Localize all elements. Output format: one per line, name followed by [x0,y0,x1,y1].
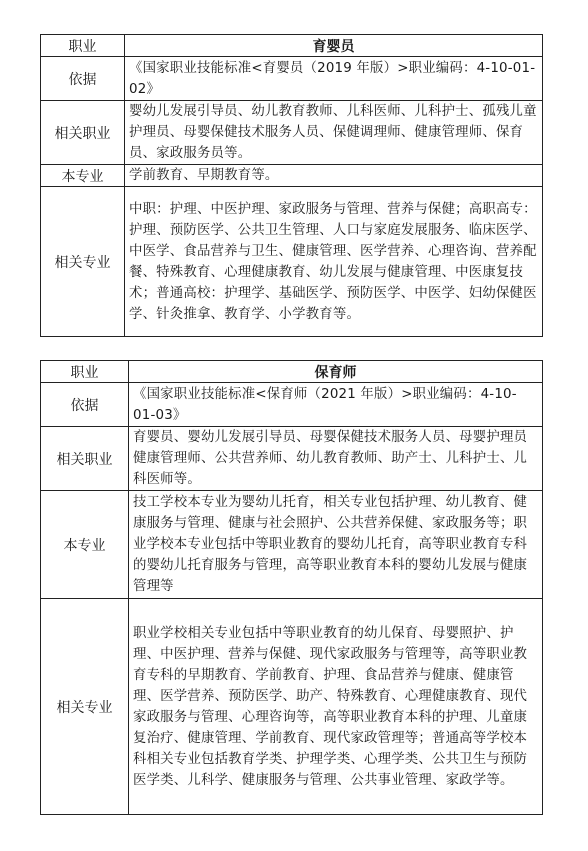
row-label: 依据 [41,383,129,427]
occupation-name: 育婴员 [125,35,543,57]
table-row [41,187,543,337]
table-row [41,57,543,101]
table-row [41,599,543,815]
occupation-label: 职业 [41,35,125,57]
row-text: 婴幼儿发展引导员、幼儿教育教师、儿科医师、儿科护士、孤残儿童护理员、母婴保健技术服务人员、保健调理师、健康管理师、保育员、家政服务员等。 [125,101,543,165]
row-text: 《国家职业技能标准<育婴员（2019 年版）>职业编码：4-10-01-02》 [125,57,543,101]
row-label: 相关专业 [41,599,129,815]
row-label: 依据 [41,57,125,101]
table-row [41,383,543,427]
row-text: 学前教育、早期教育等。 [125,165,543,187]
row-label: 本专业 [41,491,129,599]
table-row [41,491,543,599]
row-text: 技工学校本专业为婴幼儿托育，相关专业包括护理、幼儿教育、健康服务与管理、健康与社会照护、公共营养保健、家政服务等；职业学校本专业包括中等职业教育的婴幼儿托育，高等职业教育专科的婴幼儿托育服务与管理，高等职业教育本科的婴幼儿发展与健康管理等 [129,491,543,599]
row-label: 本专业 [41,165,125,187]
row-label: 相关职业 [41,101,125,165]
occupation-table-2 [40,360,543,815]
table-row [41,35,543,57]
table-row [41,361,543,383]
row-text: 职业学校相关专业包括中等职业教育的幼儿保育、母婴照护、护理、中医护理、营养与保健、现代家政服务与管理等，高等职业教育专科的早期教育、学前教育、护理、食品营养与健康、健康管理、医学营养、预防医学、助产、特殊教育、心理健康教育、现代家政服务与管理、心理咨询等，高等职业教育本科的护理、儿童康复治疗、健康管理、学前教育、现代家政管理等；普通高等学校本科相关专业包括教育学类、护理学类、心理学类、公共卫生与预防医学类、儿科学、健康服务与管理、公共事业管理、家政学等。 [129,599,543,815]
occupation-name: 保育师 [129,361,543,383]
occupation-table-1 [40,34,543,337]
row-text: 育婴员、婴幼儿发展引导员、母婴保健技术服务人员、母婴护理员健康管理师、公共营养师、幼儿教育教师、助产士、儿科护士、儿科医师等。 [129,427,543,491]
table-row [41,101,543,165]
row-label: 相关职业 [41,427,129,491]
row-label: 相关专业 [41,187,125,337]
occupation-label: 职业 [41,361,129,383]
table-row [41,165,543,187]
row-text: 中职：护理、中医护理、家政服务与管理、营养与保健；高职高专：护理、预防医学、公共卫生管理、人口与家庭发展服务、临床医学、中医学、食品营养与卫生、健康管理、医学营养、心理咨询、营养配餐、特殊教育、心理健康教育、幼儿发展与健康管理、中医康复技术；普通高校：护理学、基础医学、预防医学、中医学、妇幼保健医学、针灸推拿、教育学、小学教育等。 [125,187,543,337]
row-text: 《国家职业技能标准<保育师（2021 年版）>职业编码：4-10-01-03》 [129,383,543,427]
table-row [41,427,543,491]
